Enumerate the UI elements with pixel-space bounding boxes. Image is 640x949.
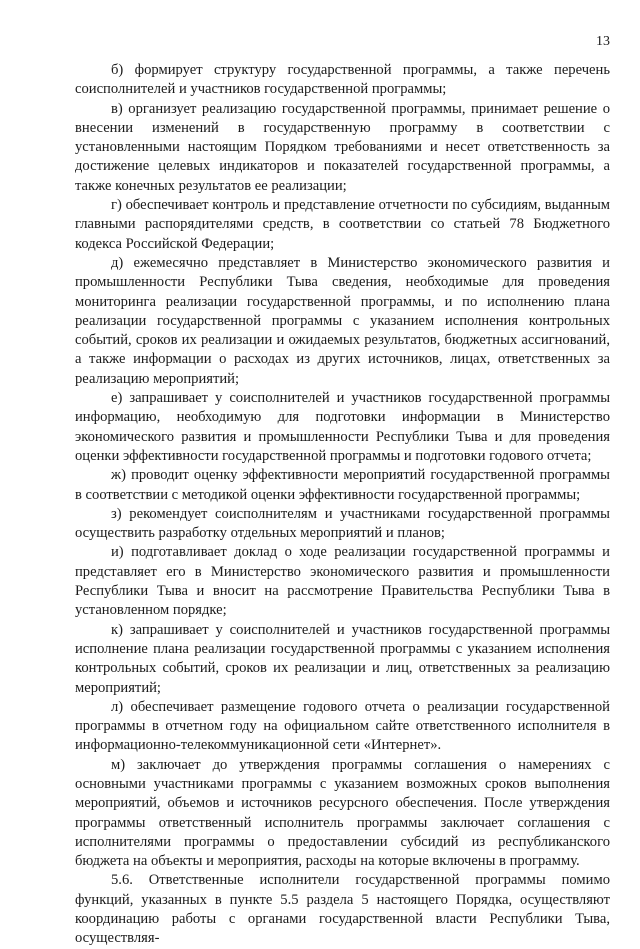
paragraph-b: б) формирует структуру государственной программы, а также перечень соисполнителей и участников государственной программы; xyxy=(75,62,610,98)
paragraph-l: л) обеспечивает размещение годового отчета о реализации государственной программы в отчетном году на официальном сайте ответственного исполнителя в информационно-телекоммуникационной сети «Интернет». xyxy=(75,698,610,754)
document-body xyxy=(75,61,610,949)
paragraph-i: и) подготавливает доклад о ходе реализации государственной программы и представляет его в Министерство экономического развития и промышленности Республики Тыва и вносит на рассмотрение Правительства Республики Тыва в установленном порядке; xyxy=(75,544,610,619)
paragraph-5-6: 5.6. Ответственные исполнители государственной программы помимо функций, указанных в пункте 5.5 раздела 5 настоящего Порядка, осуществляют координацию работы с органами государственной власти Республики Тыва, осуществляя- xyxy=(75,872,610,947)
paragraph-m: м) заключает до утверждения программы соглашения о намерениях с основными участниками программы с указанием возможных сроков выполнения мероприятий, объемов и источников ресурсного обеспечения. После утверждения программы ответственный исполнитель программы заключает соглашения с исполнителями программы о предоставлении субсидий из республиканского бюджета на объекты и мероприятия, расходы на которые включены в программу. xyxy=(75,756,610,870)
paragraph-z: з) рекомендует соисполнителям и участниками государственной программы осуществить разработку отдельных мероприятий и планов; xyxy=(75,505,610,542)
paragraph-g: г) обеспечивает контроль и представление отчетности по субсидиям, выданным главными распорядителями средств, в соответствии со статьей 78 Бюджетного кодекса Российской Федерации; xyxy=(75,197,610,252)
paragraph-k: к) запрашивает у соисполнителей и участников государственной программы исполнение плана реализации государственной программы с указанием исполнения контрольных событий, сроков их реализации и лиц, ответственных за реализацию мероприятий; xyxy=(75,621,610,696)
paragraph-v: в) организует реализацию государственной программы, принимает решение о внесении изменений в государственную программу в соответствии с установленными настоящим Порядком требованиями и несет ответственность за достижение целевых индикаторов и показателей государственной программы, а также конечных результатов ее реализации; xyxy=(75,100,610,194)
page-number: 13 xyxy=(596,34,610,49)
paragraph-d: д) ежемесячно представляет в Министерство экономического развития и промышленности Республики Тыва сведения, необходимые для проведения мониторинга реализации государственной программы, и по исполнению плана реализации государственной программы с указанием исполнения контрольных событий, сроков их реализации и ожидаемых результатов, бюджетных ассигнований, а также информации о расходах из других источников, лицах, ответственных за реализацию мероприятий; xyxy=(75,254,610,387)
paragraph-e: е) запрашивает у соисполнителей и участников государственной программы информацию, необходимую для подготовки информации в Министерство экономического развития и промышленности Республики Тыва и для проведения оценки эффективности государственной программы и подготовки годового отчета; xyxy=(75,390,610,464)
paragraph-zh: ж) проводит оценку эффективности мероприятий государственной программы в соответствии с методикой оценки эффективности государственной программы; xyxy=(75,467,610,503)
